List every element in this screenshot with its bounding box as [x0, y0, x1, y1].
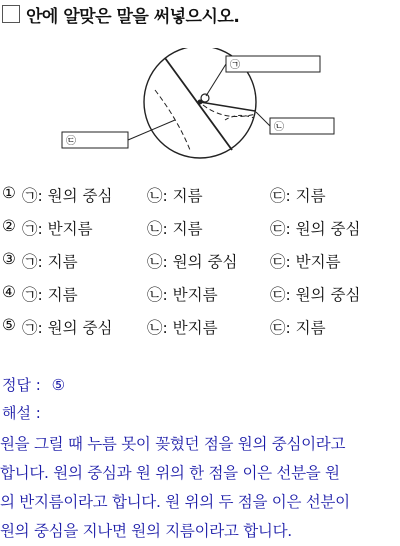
option-number: ②: [2, 217, 16, 235]
answer-value: ⑤: [51, 376, 66, 394]
answer: [2, 374, 65, 395]
answer-label: 정답 :: [2, 376, 41, 394]
option-4[interactable]: [2, 283, 400, 316]
option-part-a: ㉠: 원의 중심: [22, 319, 113, 337]
explanation-line: 의 반지름이라고 합니다. 원 위의 두 점을 이은 선분이: [0, 493, 350, 511]
options-list: [2, 184, 400, 349]
label-c: ㉢: [66, 136, 76, 147]
label-b: ㉡: [274, 122, 284, 133]
option-2[interactable]: [2, 217, 400, 250]
leader-line-b: [256, 112, 270, 126]
explanation-line: 원의 중심을 지나면 원의 지름이라고 합니다.: [0, 522, 292, 540]
label-a: ㉠: [230, 60, 240, 71]
option-part-c: ㉢: 반지름: [270, 253, 341, 271]
option-part-b: ㉡: 반지름: [147, 319, 218, 337]
option-1[interactable]: [2, 184, 400, 217]
option-3[interactable]: [2, 250, 400, 283]
leader-line-c: [128, 120, 175, 140]
circle-figure: [60, 48, 340, 160]
option-part-c: ㉢: 지름: [270, 319, 326, 337]
option-part-c: ㉢: 지름: [270, 187, 326, 205]
option-part-a: ㉠: 지름: [22, 286, 78, 304]
small-circle: [201, 94, 209, 102]
question: [2, 2, 239, 26]
option-part-b: ㉡: 지름: [147, 187, 203, 205]
question-text: 안에 알맞은 말을 써넣으시오.: [26, 6, 240, 27]
option-number: ①: [2, 184, 16, 202]
option-part-b: ㉡: 지름: [147, 220, 203, 238]
option-part-c: ㉢: 원의 중심: [270, 220, 361, 238]
option-5[interactable]: [2, 316, 400, 349]
option-number: ⑤: [2, 316, 16, 334]
radius-line: [200, 102, 255, 111]
explanation-text: [0, 430, 400, 546]
option-part-a: ㉠: 지름: [22, 253, 78, 271]
option-part-a: ㉠: 원의 중심: [22, 187, 113, 205]
explanation-line: 원을 그릴 때 누름 못이 꽂혔던 점을 원의 중심이라고: [0, 435, 346, 453]
option-part-b: ㉡: 반지름: [147, 286, 218, 304]
option-number: ④: [2, 283, 16, 301]
circle-diagram: [60, 48, 340, 160]
label-box-a: [226, 56, 320, 72]
option-number: ③: [2, 250, 16, 268]
leader-line-a: [206, 64, 226, 96]
option-part-a: ㉠: 반지름: [22, 220, 93, 238]
blank-box: [2, 5, 20, 23]
explanation-line: 합니다. 원의 중심과 원 위의 한 점을 이은 선분을 원: [0, 464, 340, 482]
option-part-c: ㉢: 원의 중심: [270, 286, 361, 304]
option-part-b: ㉡: 원의 중심: [147, 253, 238, 271]
explanation-label: 해설 :: [2, 404, 41, 422]
